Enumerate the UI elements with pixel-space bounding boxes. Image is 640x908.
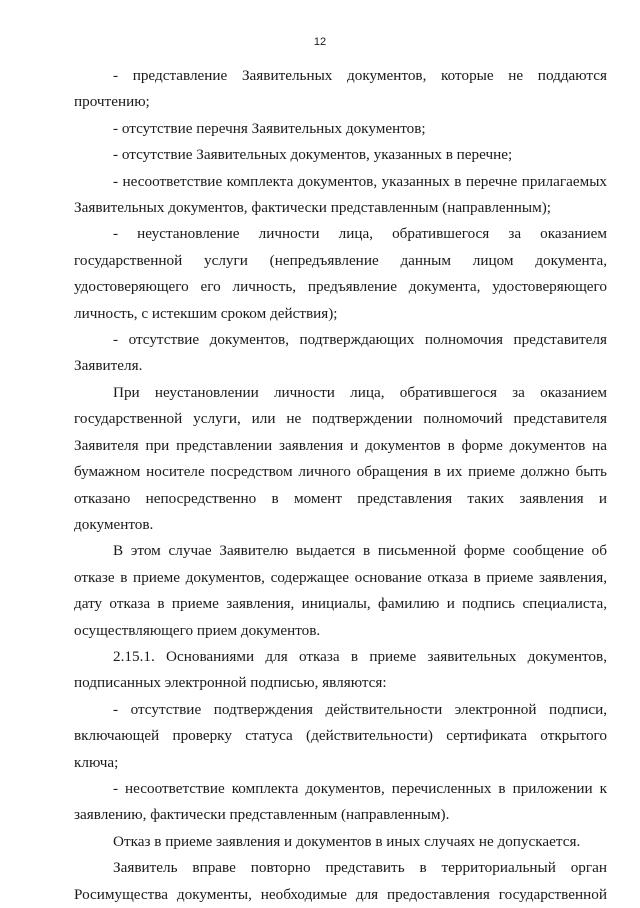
paragraph-section-2-15-1: 2.15.1. Основаниями для отказа в приеме заявительных документов, подписанных электронной подписью, являются: [74, 647, 607, 692]
paragraph-resubmission: Заявитель вправе повторно представить в территориальный орган Росимущества документы, необходимые для предоставления государственной [74, 859, 607, 903]
paragraph-set-mismatch: - несоответствие комплекта документов, указанных в перечне прилагаемых Заявительных документов, фактически представленным (направленным); [74, 172, 607, 217]
paragraph-attachment-mismatch: - несоответствие комплекта документов, перечисленных в приложении к заявлению, фактически представленным (направленным). [74, 779, 607, 824]
paragraph-refusal-at-submission: При неустановлении личности лица, обратившегося за оказанием государственной услуги, или не подтверждении полномочий представителя Заявителя при представлении заявления и документов в форме документов на бумажном носителе посредством личного обращения в их приеме должно быть отказано непосредственно в момент представления таких заявления и документов. [74, 383, 607, 533]
paragraph-missing-list: - отсутствие перечня Заявительных документов; [113, 119, 426, 137]
paragraph-identity-not-established: - неустановление личности лица, обратившегося за оказанием государственной услуги (непредъявление данным лицом документа, удостоверяющего его личность, предъявление документа, удостоверяющего личность, с истекшим сроком действия); [74, 225, 607, 322]
paragraph-written-refusal-notice: В этом случае Заявителю выдается в письменной форме сообщение об отказе в приеме документов, содержащее основание отказа в приеме заявления, дату отказа в приеме заявления, инициалы, фамилию и подпись специалиста, осуществляющего прием документов. [74, 542, 607, 639]
paragraph-missing-documents: - отсутствие Заявительных документов, указанных в перечне; [113, 146, 513, 164]
document-body [74, 63, 607, 908]
paragraph-unreadable-documents: - представление Заявительных документов, которые не поддаются прочтению; [74, 67, 607, 111]
paragraph-no-other-refusals: Отказ в приеме заявления и документов в иных случаях не допускается. [113, 832, 581, 850]
page-number: 12 [313, 36, 327, 48]
paragraph-no-authority-documents: - отсутствие документов, подтверждающих полномочия представителя Заявителя. [74, 331, 607, 375]
paragraph-signature-not-confirmed: - отсутствие подтверждения действительности электронной подписи, включающей проверку статуса (действительности) сертификата открытого ключа; [74, 700, 607, 771]
